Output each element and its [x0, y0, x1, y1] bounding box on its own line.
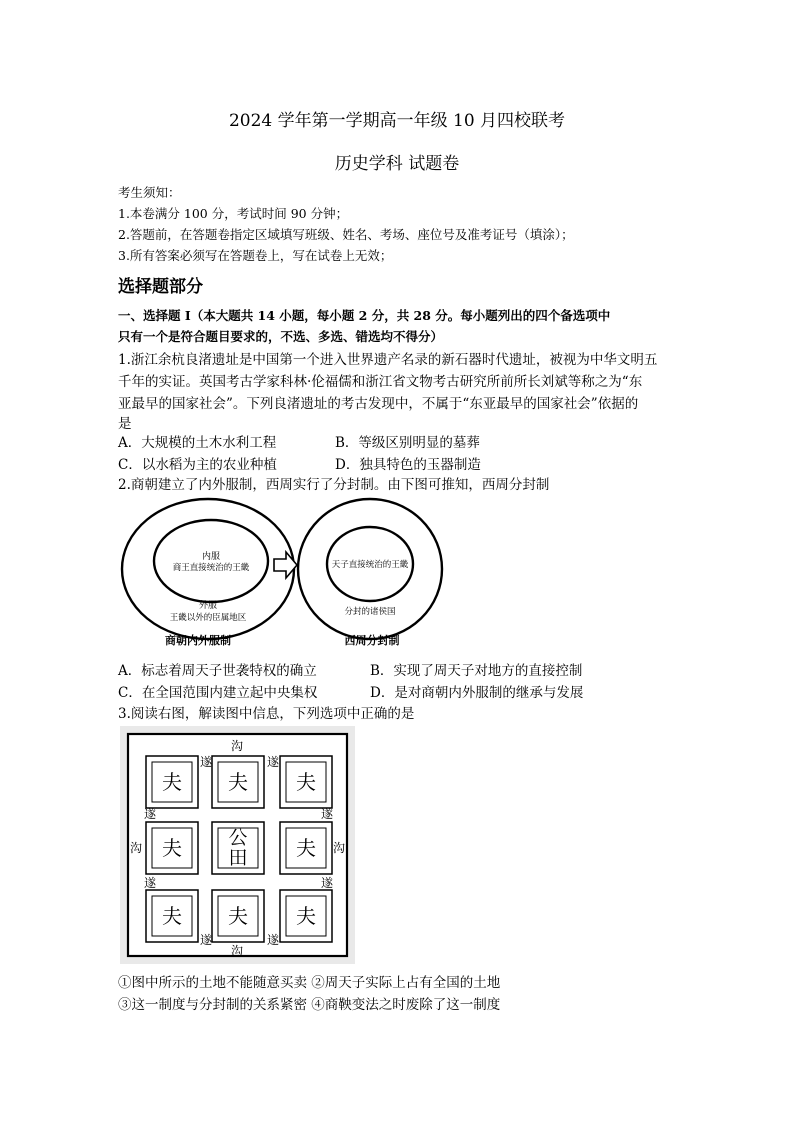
cell-label: 夫: [296, 770, 316, 794]
q2-option-b: B．实现了周天子对地方的直接控制: [370, 663, 583, 679]
q3-statement-1: ①图中所示的土地不能随意买卖 ②周天子实际上占有全国的土地: [118, 975, 501, 991]
notice-item-2: 2.答题前，在答题卷指定区域填写班级、姓名、考场、座位号及准考证号（填涂）；: [118, 227, 574, 242]
q1-stem-line4: 是: [118, 416, 132, 432]
notice-item-3: 3.所有答案必须写在答题卷上，写在试卷上无效；: [118, 248, 393, 263]
gou-label-left: 沟: [129, 841, 143, 855]
zhou-inner-desc: 天子直接统治的王畿: [331, 560, 409, 570]
q1-option-c: C．以水稻为主的农业种植: [118, 457, 277, 473]
cell-label: 夫: [228, 770, 248, 794]
q1-stem-line1: 1.浙江余杭良渚遗址是中国第一个进入世界遗产名录的新石器时代遗址，被视为中华文明五: [118, 352, 658, 368]
q2-diagram: [115, 497, 445, 652]
q3-stem: 3.阅读右图，解读图中信息，下列选项中正确的是: [118, 706, 415, 722]
notice-item-1: 1.本卷满分 100 分，考试时间 90 分钟；: [118, 206, 349, 221]
private-field-cell: [212, 890, 264, 942]
private-field-cell: [146, 822, 198, 874]
sui-label: 遂: [266, 933, 280, 947]
gou-label-right: 沟: [332, 841, 346, 855]
section-title: 选择题部分: [118, 277, 203, 297]
q1-stem-line3: 亚最早的国家社会”。下列良渚遗址的考古发现中，不属于“东亚最早的国家社会”依据的: [118, 396, 639, 412]
sui-label: 遂: [320, 876, 334, 890]
gou-label-top: 沟: [230, 739, 244, 753]
private-field-cell: [280, 822, 332, 874]
q2-option-c: C．在全国范围内建立起中央集权: [118, 685, 318, 701]
zhou-caption: 西周分封制: [344, 634, 400, 647]
q1-stem-line2: 千年的实证。英国考古学家科林·伦福儒和浙江省文物考古研究所前所长刘斌等称之为“东: [118, 374, 643, 390]
zhou-outer-desc: 分封的诸侯国: [344, 607, 396, 617]
sui-label: 遂: [143, 807, 157, 821]
exam-subtitle: 历史学科 试题卷: [334, 154, 460, 174]
cell-label: 夫: [296, 836, 316, 860]
q1-option-a: A．大规模的土木水利工程: [118, 435, 277, 451]
sui-label: 遂: [320, 807, 334, 821]
jingtian-figure: [120, 726, 355, 964]
notice-heading: 考生须知：: [118, 185, 181, 200]
gou-label-bottom: 沟: [230, 944, 244, 958]
shang-outer-title: 外服: [198, 601, 218, 611]
cell-label: 田: [228, 847, 248, 869]
shang-outer-desc: 王畿以外的臣属地区: [169, 613, 247, 623]
q3-statement-2: ③这一制度与分封制的关系紧密 ④商鞅变法之时废除了这一制度: [118, 997, 501, 1013]
sui-label: 遂: [199, 755, 213, 769]
private-field-cell: [146, 890, 198, 942]
sui-label: 遂: [266, 755, 280, 769]
cell-label: 夫: [162, 904, 182, 928]
cell-label: 夫: [296, 904, 316, 928]
q1-option-b: B．等级区别明显的墓葬: [335, 435, 480, 451]
section-instruction-line1: 一、选择题 Ⅰ（本大题共 14 小题，每小题 2 分，共 28 分。每小题列出的四个备选项中: [118, 308, 611, 323]
shang-inner-title: 内服: [201, 552, 221, 562]
q1-option-d: D．独具特色的玉器制造: [335, 457, 481, 473]
q2-option-d: D．是对商朝内外服制的继承与发展: [370, 685, 584, 701]
exam-title: 2024 学年第一学期高一年级 10 月四校联考: [228, 111, 566, 131]
public-field-cell: [212, 822, 264, 874]
sui-label: 遂: [199, 933, 213, 947]
shang-caption: 商朝内外服制: [165, 634, 231, 647]
cell-label: 公: [228, 827, 248, 849]
private-field-cell: [280, 756, 332, 808]
cell-label: 夫: [228, 904, 248, 928]
shang-inner-desc: 商王直接统治的王畿: [172, 563, 250, 573]
sui-label: 遂: [143, 876, 157, 890]
q2-option-a: A．标志着周天子世袭特权的确立: [118, 663, 317, 679]
cell-label: 夫: [162, 770, 182, 794]
cell-label: 夫: [162, 836, 182, 860]
private-field-cell: [212, 756, 264, 808]
private-field-cell: [280, 890, 332, 942]
private-field-cell: [146, 756, 198, 808]
q2-stem: 2.商朝建立了内外服制，西周实行了分封制。由下图可推知，西周分封制: [118, 477, 550, 493]
section-instruction-line2: 只有一个是符合题目要求的，不选、多选、错选均不得分）: [118, 329, 444, 344]
